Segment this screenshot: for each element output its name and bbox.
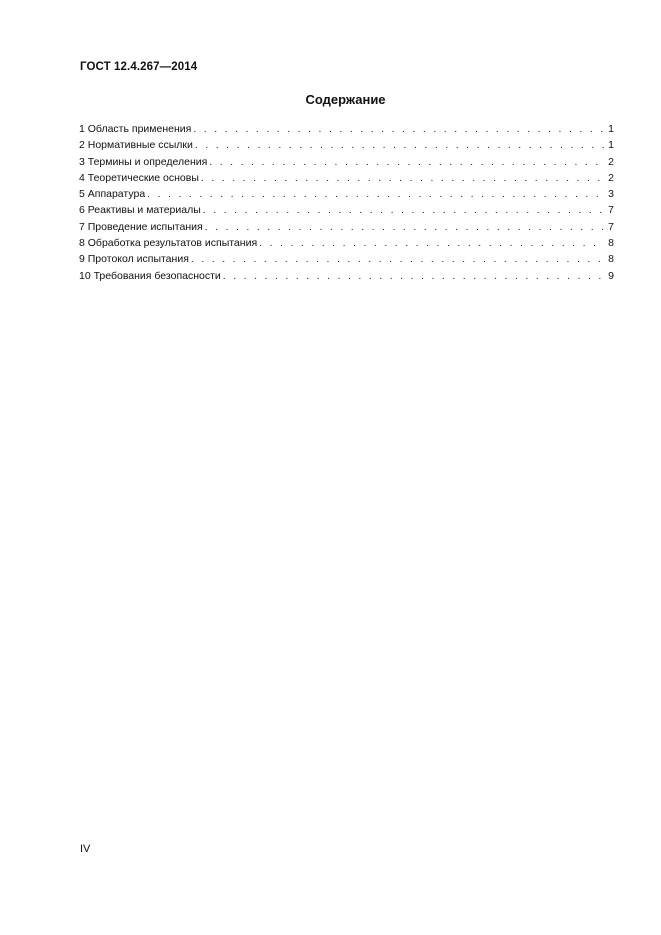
toc-leader-dots [191,251,604,267]
toc-leader-dots [203,202,604,218]
table-of-contents [79,121,614,284]
toc-entry-page: 1 [608,139,614,152]
page-number: IV [80,843,91,855]
toc-entry-label: 9 Протокол испытания [79,253,189,266]
toc-entry-label: 2 Нормативные ссылки [79,139,193,152]
toc-leader-dots [209,154,604,170]
toc-entry-label: 5 Аппаратура [79,188,146,201]
toc-leader-dots [195,137,604,153]
toc-entry[interactable] [79,268,614,284]
toc-entry[interactable] [79,186,614,202]
toc-entry-label: 1 Область применения [79,123,192,135]
toc-entry[interactable] [79,154,614,170]
toc-entry-label: 7 Проведение испытания [79,220,203,233]
toc-entry-page: 1 [608,123,614,135]
toc-entry-page: 2 [608,171,614,184]
toc-entry-page: 3 [608,188,614,201]
toc-entry-page: 8 [608,253,614,266]
toc-entry[interactable] [79,137,614,153]
toc-entry-label: 10 Требования безопасности [79,269,221,282]
toc-title: Содержание [305,92,386,107]
toc-entry-label: 3 Термины и определения [79,155,208,168]
toc-entry-label: 8 Обработка результатов испытания [79,237,258,250]
toc-leader-dots [259,235,604,251]
toc-entry-label: 4 Теоретические основы [79,171,199,184]
toc-leader-dots [223,268,604,284]
toc-entry[interactable] [79,170,614,186]
toc-entry[interactable] [79,235,614,251]
toc-leader-dots [201,170,604,186]
standard-code-header: ГОСТ 12.4.267—2014 [80,61,198,73]
toc-leader-dots [205,219,604,235]
toc-entry-page: 7 [608,204,614,217]
toc-entry-page: 9 [608,269,614,282]
toc-entry[interactable] [79,219,614,235]
toc-entry-page: 2 [608,155,614,168]
toc-entry-page: 7 [608,220,614,233]
toc-entry-label: 6 Реактивы и материалы [79,204,201,217]
toc-leader-dots [147,186,604,202]
toc-entry-page: 8 [608,237,614,250]
toc-entry[interactable] [79,251,614,267]
toc-entry[interactable] [79,202,614,218]
toc-entry[interactable] [79,121,614,137]
toc-leader-dots [193,121,604,137]
